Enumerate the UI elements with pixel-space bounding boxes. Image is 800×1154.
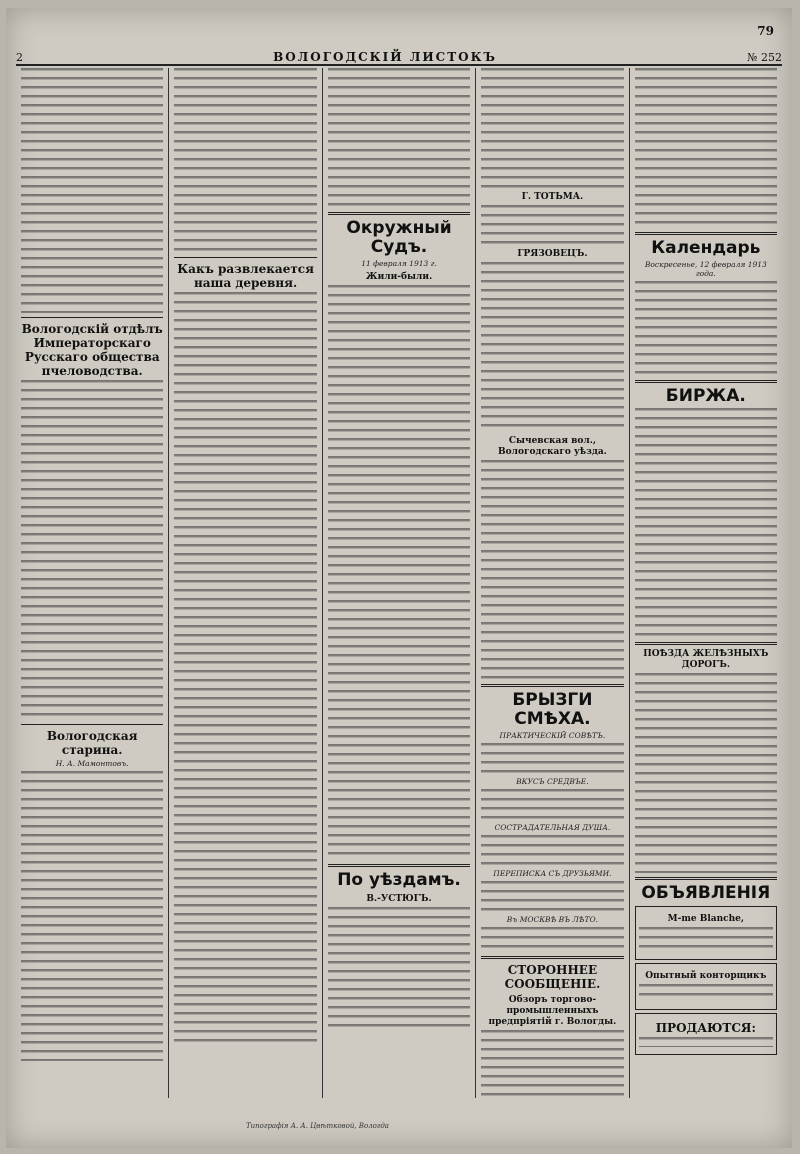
advertisement [635, 906, 777, 960]
section-heading: Вологодская старина. [46, 729, 138, 757]
text-block [481, 743, 623, 773]
corner-page-number: 79 [757, 24, 774, 38]
advertisement [635, 963, 777, 1010]
calendar-date: Воскресенье, 12 февраля 1913 года. [644, 260, 767, 278]
section-heading: По уѣздамъ. [337, 870, 461, 890]
text-block [481, 789, 623, 819]
text-block [635, 68, 777, 228]
text-block [328, 285, 470, 860]
printer-imprint: Типографія А. А. Цвѣтковой, Вологда [246, 1122, 389, 1130]
column-1 [16, 68, 169, 1098]
text-block [481, 460, 623, 680]
exchange-table [635, 408, 777, 638]
section-heading: БИРЖА. [665, 386, 746, 406]
joke-title: Въ МОСКВѢ ВЪ ЛѢТО. [506, 915, 599, 924]
text-block [21, 771, 163, 1061]
column-4 [476, 68, 629, 1098]
text-block [481, 1030, 623, 1098]
columns [16, 68, 782, 1098]
text-block [481, 262, 623, 432]
text-block [328, 68, 470, 208]
newspaper-page [6, 8, 792, 1148]
divider [174, 257, 316, 258]
section-heading: Какъ развлекается наша деревня. [177, 262, 314, 290]
text-block [328, 907, 470, 1027]
newspaper-title: ВОЛОГОДСКІЙ ЛИСТОКЪ [273, 50, 498, 64]
text-block [174, 68, 316, 253]
joke-title: ПЕРЕПИСКА СЪ ДРУЗЬЯМИ. [493, 869, 612, 878]
ad-title: M-me Blanche, [667, 914, 745, 924]
divider [635, 642, 777, 645]
text-block [639, 984, 773, 1002]
text-block [635, 281, 777, 376]
text-block [481, 881, 623, 911]
text-block [481, 927, 623, 952]
section-subheading: Жили-были. [365, 272, 433, 282]
divider [635, 232, 777, 235]
ad-title: ПРОДАЮТСЯ: [655, 1021, 756, 1035]
section-heading: Г. ТОТЬМА. [521, 192, 584, 202]
divider [328, 212, 470, 215]
section-subheading: В.-УСТЮГЪ. [366, 894, 432, 904]
section-heading: БРЫЗГИ СМѢХА. [512, 690, 593, 729]
joke-title: ПРАКТИЧЕСКІЙ СОВѢТЪ. [499, 731, 606, 740]
page-number: 2 [16, 51, 23, 64]
section-heading: СТОРОННЕЕ СООБЩЕНІЕ. [504, 963, 601, 991]
joke-title: ВКУСЪ СРЕДВЪЕ. [516, 777, 589, 786]
column-5 [630, 68, 782, 1098]
divider [21, 724, 163, 725]
text-block [481, 68, 623, 188]
text-block [21, 380, 163, 720]
ad-title: Опытный конторщикъ [645, 971, 767, 981]
section-subheading: Обзоръ торгово-промышленныхъ предпріятій г. Вологды. [488, 995, 617, 1027]
section-heading: Сычевская вол., Вологодскаго уѣзда. [498, 436, 607, 457]
text-block [21, 68, 163, 313]
divider [481, 684, 623, 687]
text-block [639, 927, 773, 952]
masthead [16, 46, 782, 66]
text-block [481, 205, 623, 245]
divider [635, 380, 777, 383]
divider [635, 877, 777, 880]
joke-title: СОСТРАДАТЕЛЬНАЯ ДУША. [494, 823, 611, 832]
byline: Н. А. Мамонтовъ. [55, 759, 129, 768]
section-heading: Календарь [651, 238, 761, 258]
text-block [639, 1037, 773, 1047]
column-2 [169, 68, 322, 1098]
issue-number: № 252 [747, 51, 782, 64]
section-heading: ПОѢЗДА ЖЕЛѢЗНЫХЪ ДОРОГЪ. [643, 649, 769, 670]
advertisement [635, 1013, 777, 1055]
divider [328, 864, 470, 867]
divider [21, 317, 163, 318]
section-heading: ГРЯЗОВЕЦЪ. [517, 249, 588, 259]
column-3 [323, 68, 476, 1098]
section-heading: ОБЪЯВЛЕНІЯ [641, 883, 771, 903]
train-table [635, 673, 777, 873]
text-block [481, 835, 623, 865]
section-heading: Вологодскій отдѣлъ Императорскаго Русскаго общества пчеловодства. [21, 322, 163, 378]
section-date: 11 февраля 1913 г. [361, 259, 437, 268]
section-heading: Окружный Судъ. [346, 218, 452, 257]
text-block [174, 292, 316, 1047]
divider [481, 956, 623, 959]
